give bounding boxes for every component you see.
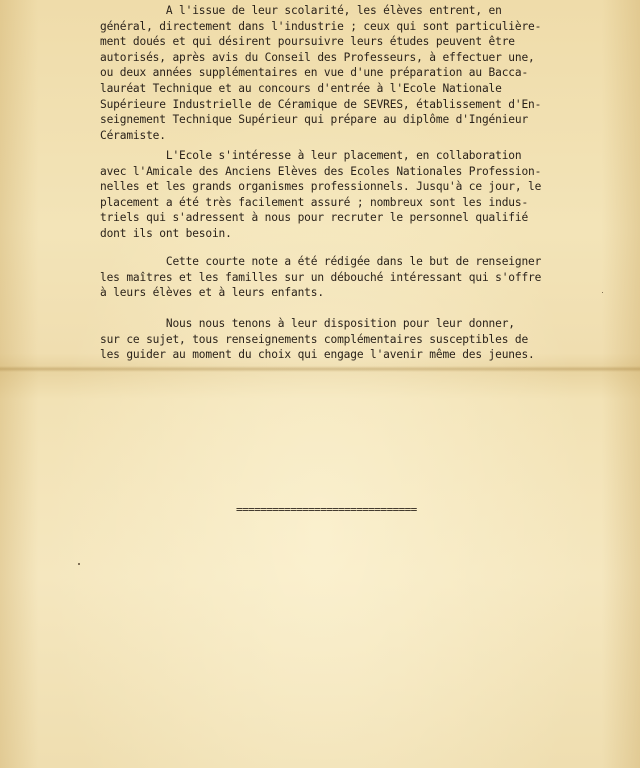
paragraph-note: Cette courte note a été rédigée dans le but de renseigner les maîtres et les familles sur un débouché intéressant qui s'offre à leurs élèves et à leurs enfants.	[100, 255, 542, 300]
paper-speck	[602, 292, 603, 293]
separator-line: ==============================	[236, 503, 417, 516]
paragraph-placement: L'Ecole s'intéresse à leur placement, en collaboration avec l'Amicale des Anciens Elèves des Ecoles Nationales Profession- nelles et les grands organismes professionnels. Jusqu'à ce jour, le placement a été très facilement assuré ; nombreux sont les indus- triels qui s'adressent à nous pour recruter le personnel qualifié dont ils ont besoin.	[100, 149, 542, 240]
paper-speck	[78, 563, 80, 565]
paragraph-scolarite: A l'issue de leur scolarité, les élèves entrent, en général, directement dans l'industrie ; ceux qui sont particulière- ment doués et qui désirent poursuivre leurs études peuvent être autorisés, après avis du Conseil des Professeurs, à effectuer une, ou deux années supplémentaires en vue d'une préparation au Bacca- lauréat Technique et au concours d'entrée à l'Ecole Nationale Supérieure Industrielle de Céramique de SEVRES, établissement d'En- seignement Technique Supérieur qui prépare au diplôme d'Ingénieur Céramiste.	[100, 4, 542, 142]
paragraph-disposition: Nous nous tenons à leur disposition pour leur donner, sur ce sujet, tous renseignements complémentaires susceptibles de les guider au moment du choix qui engage l'avenir même des jeunes.	[100, 317, 535, 362]
paper-fold	[0, 366, 640, 372]
